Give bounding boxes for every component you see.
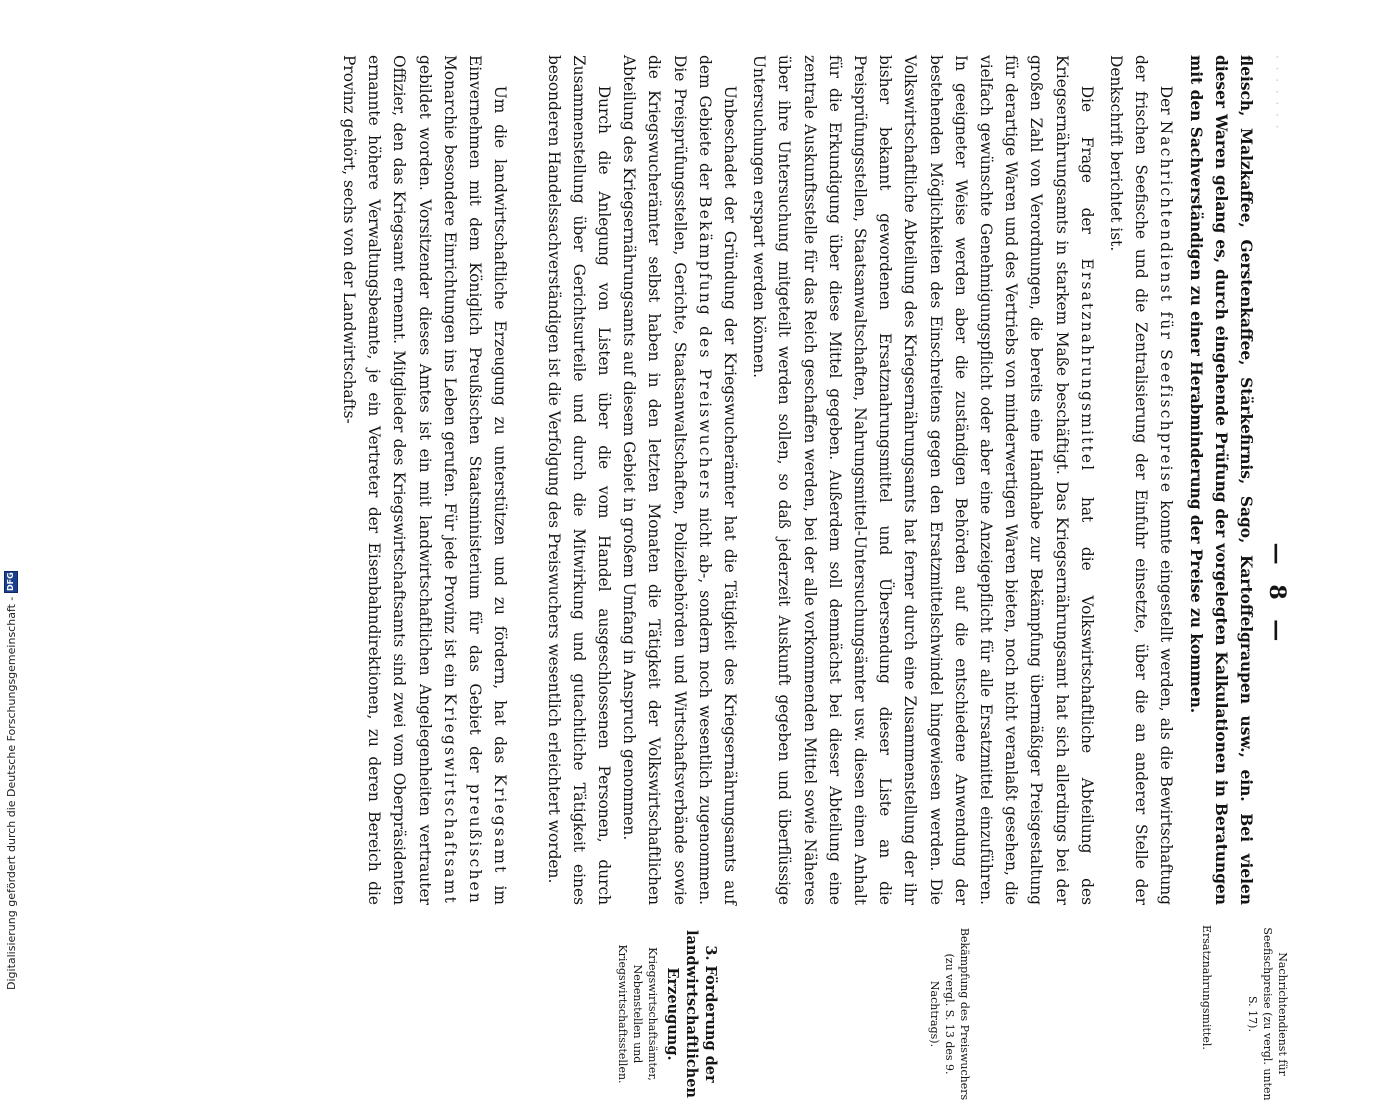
paragraph-mid: im Einvernehmen mit dem Königlich Preußischen Staatsministerium für das Gebiet der <box>466 55 510 905</box>
margin-note-seefischpreise: Nachrichtendienst für Seefischpreise (zu vergl. unten S. 17). <box>1246 927 1289 1101</box>
paragraph-rest: konnte eingestellt werden, als die Bewirtschaftung der frischen Seefische und die Zentralisierung der Einfuhr einsetzte, über die an anderer Stelle der Denkschrift berichtet ist. <box>1106 55 1176 905</box>
paragraph-rest: hat die Volkswirtschaftliche Abteilung des Kriegsernährungsamts in starkem Maße beschäftigt. Das Kriegsernährungsamt hat sich allerdings bei der großen Zahl von Verordnungen, die bereits eine Handhabe zur Bekämpfung übermäßiger Preisgestaltung für derartige Waren und des Vertriebs von minderwertigen Waren bieten, noch nicht veranlaßt gesehen, die vielfach gewünschte Genehmigungspflicht oder aber eine Anzeigepflicht für alle Ersatzmittel einzuführen. In geeigneter Weise werden aber die zuständigen Behörden auf die entschiedene Anwendung der bestehenden Möglichkeiten des Einschreitens gegen den Ersatzmittelschwindel hingewiesen werden. Die Volkswirtschaftliche Abteilung des Kriegsernährungsamts hat ferner durch eine Zusammenstellung der ihr bisher bekannt gewordenen Ersatznahrungsmittel und Übersendung dieser Liste an die Preisprüfungsstellen, Staatsanwaltschaften, Nahrungsmittel-Untersuchungsämter usw. diesen einen Anhalt für die Erkundigung über diese Mittel gegeben. Außerdem soll demnächst bei dieser Abteilung eine zentrale Auskunftsstelle für das Reich geschaffen werden, bei der alle vorkommenden Mittel sowie Näheres über ihre Untersuchung mitgeteilt werden sollen, so daß jederzeit Auskunft gegeben und überflüssige Untersuchungen erspart werden können. <box>750 55 1096 905</box>
paragraph-ersatznahrungsmittel <box>746 55 1099 905</box>
margin-note-ersatznahrungsmittel: Ersatznahrungsmittel. <box>1200 925 1213 1050</box>
spaced-term: Kriegswirtschaftsamt <box>440 693 459 905</box>
paragraph-rest: nicht ab-, sondern noch wesentlich zugenommen. Die Preisprüfungsstellen, Gerichte, Staatsanwaltschaften, Polizeibehörden und Wirtschaftsverbände sowie die Kriegswucherämter selbst haben in den letzten Monaten die Tätigkeit der Volkswirtschaftlichen Abteilung des Kriegsernährungsamts auf diesem Gebiet in großem Umfang in Anspruch genommen. <box>620 55 714 906</box>
paragraph-lead: Der <box>1157 85 1176 115</box>
paragraph-landwirtschaft <box>336 55 512 905</box>
margin-note-landwirtschaft <box>615 925 720 1103</box>
paragraph-lead: Die Frage der <box>1077 85 1096 234</box>
page-number: — 8 — <box>1264 542 1290 648</box>
spaced-term: Kriegsamt <box>491 774 510 875</box>
spaced-term: Nachrichtendienst für Seefischpreise <box>1157 120 1176 495</box>
paragraph-preiswucher <box>616 55 742 905</box>
paragraph-lead: Um die landwirtschaftliche Erzeugung zu unterstützen und zu fördern, hat das <box>491 85 510 764</box>
rotated-document-page <box>120 55 1290 1101</box>
paragraph-continuation: fleisch, Malzkaffee, Gerstenkaffee, Stärkefirnis, Sago, Kartoffelgraupen usw., ein. Bei vielen dieser Waren gelang es, durch eingehende Prüfung der vorgelegten Kalkulationen in Beratungen mit den Sachverständigen zu einer Herabminderung der Preise zu kommen. <box>1186 55 1255 905</box>
digitisation-credit-strip <box>3 0 19 1000</box>
spaced-term: Bekämpfung des Preiswuchers <box>695 196 714 501</box>
section-heading: 3. Förderung der landwirtschaftlichen Erzeugung. <box>664 930 719 1098</box>
paragraph-listen: Durch die Anlegung von Listen über die vom Handel ausgeschlossenen Personen, durch Zusammenstellung über Gerichtsurteile und durch die Mitwirkung und gutachtliche Tätigkeit eines besonderen Handelssachverständigen ist die Verfolgung des Preiswuchers wesentlich erleichtert worden. <box>544 55 613 905</box>
main-text-column <box>336 55 1258 905</box>
dfg-logo-icon: DFG <box>4 571 18 593</box>
spaced-term: preußischen <box>466 783 485 905</box>
paragraph-mid: Monarchie besondere Einrichtungen ins Leben gerufen. Für jede Provinz ist ein <box>440 55 459 688</box>
scan-smudge <box>877 775 895 825</box>
paragraph-rest: gebildet worden. Vorsitzender dieses Amtes ist ein mit landwirtschaftlichen Angelegenheiten vertrauter Offizier, den das Kriegsamt ernennt. Mitglieder des Kriegswirtschaftsamts sind zwei vom Oberpräsidenten ernannte höhere Verwaltungsbeamte, je ein Vertreter der Eisenbahndirektionen, zu deren Bereich die Provinz gehört, sechs von der Landwirtschafts- <box>340 55 434 905</box>
spaced-term: Ersatznahrungsmittel <box>1077 258 1096 473</box>
margin-note-text: Kriegswirtschaftsämter, Nebenstellen und Kriegswirtschaftsstellen. <box>616 944 659 1084</box>
paragraph-seefischpreise <box>1103 55 1179 905</box>
margin-note-preiswucher: Bekämpfung des Preiswuchers (zu vergl. S. 13 des 9. Nachtrags). <box>928 927 971 1101</box>
credit-text: Digitalisierung gefördert durch die Deutsche Forschungsgemeinschaft - <box>4 596 18 990</box>
paragraph-lead: Unbeschadet der Gründung der Kriegswucherämter hat die Tätigkeit des Kriegsernährungsamts auf dem Gebiete der <box>695 55 739 905</box>
faint-header-mark: · · · · · · · <box>1270 55 1284 131</box>
